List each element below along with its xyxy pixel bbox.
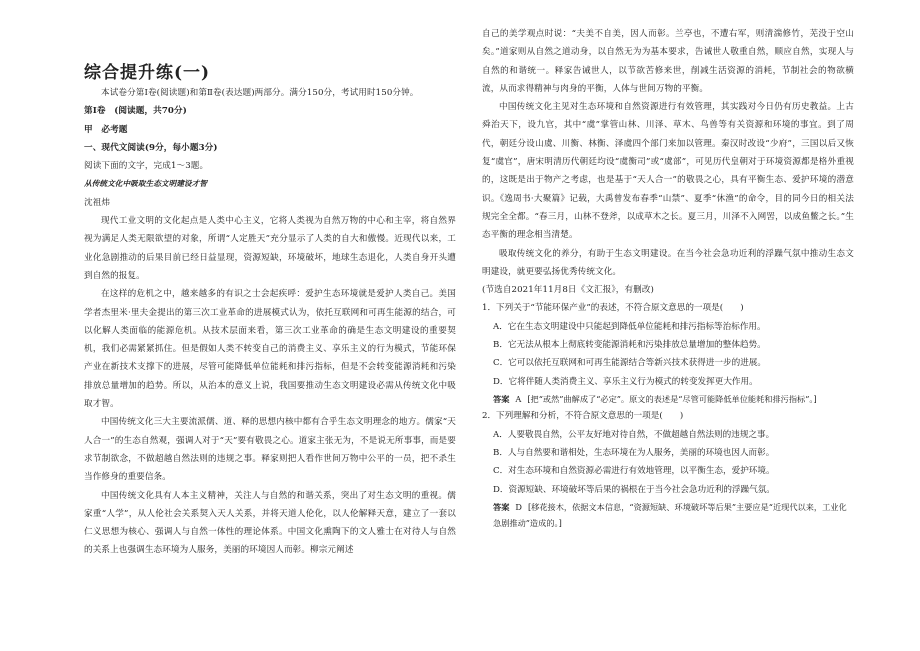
- volume-heading: 第Ⅰ卷 (阅读题，共70分): [84, 106, 187, 117]
- answer-explanation: [把“或然”曲解成了“必定”。原文的表述是“尽管可能降低单位能耗和排污指标”。]: [527, 393, 817, 404]
- answer-choice: A: [515, 393, 522, 404]
- question-1-stem: 1．下列关于“节能环保产业”的表述，不符合原文意思的一项是( ): [482, 303, 744, 314]
- article-paragraph-5: 中国传统文化主见对生态环境和自然资源进行有效管理，其实践对今日仍有历史教益。上古舜治天下，设九官，其中“虞”掌管山林、川泽、草木、鸟兽等有关资源和环境的事宜。到了周代，朝廷分设山虞、川衡、林衡、泽虞四个部门来加以管理。秦汉时改设“少府”，三国以后又恢复“虞官”，唐宋明清历代朝廷均设“虞衡司”或“虞部”，可见历代皇朝对于环境资源都是格外重视的，这既是出于物产之考虑，也是基于“天人合一”的敬畏之心，具有平衡生态、爱护环境的潜意识。《逸周书·大聚篇》记载，大禹曾发布春季“山禁”、夏季“休渔”的命令，目的同今日的相关法规完全全都。“春三月，山林不登斧，以成草木之长。夏三月，川泽不入网罟，以成鱼鳖之长。”生态平衡的理念相当清楚。: [482, 102, 854, 241]
- question-2-option-a: A．人要敬畏自然，公平友好地对待自然，不做超越自然法则的违规之事。: [493, 429, 775, 440]
- article-paragraph-3: 中国传统文化三大主要流派儒、道、释的思想内核中都有合乎生态文明理念的地方。儒家“天人合一”的生态自然观，强调人对于“天”要有敬畏之心。道家主张无为，不是说无所事事，而是要求节制欲念，不做超越自然法则的违规之事。释家则把人看作世间万物中公平的一员，把不杀生当作修身的重要信条。: [84, 417, 456, 483]
- article-source: (节选自2021年11月8日《文汇报》，有删改): [482, 285, 654, 296]
- section-heading-1: 一、现代文阅读(9分，每小题3分): [84, 142, 218, 153]
- exam-intro: 本试卷分第Ⅰ卷(阅读题)和第Ⅱ卷(表达题)两部分。满分150分，考试用时150分钟。: [101, 88, 419, 98]
- article-paragraph-2: 在这样的危机之中，越来越多的有识之士会起疾呼：爱护生态环境就是爱护人类自己。美国学者杰里米·里夫金提出的第三次工业革命的进展模式认为，依托互联网和可再生能源的结合，可以化解人类面临的能源危机。从技术层面来看，第三次工业革命的确是生态文明建设的重要契机，我们必需紧紧抓住。但是假如人类不转变自己的消费主义、享乐主义的行为模式，节能环保产业在新技术支撑下的进展，尽管可能降低单位能耗和排污指标，但是不会转变能源消耗和污染排放总量增加的趋势。所以，从治本的意义上说，我国要推动生态文明建设必需从传统文化中吸取才智。: [84, 289, 456, 410]
- question-1-option-a: A．它在生态文明建设中只能起到降低单位能耗和排污指标等治标作用。: [493, 321, 766, 332]
- answer-explanation: [移花接木，依据文本信息，“资源短缺、环境破坏等后果”主要应是“近现代以来，工业化急剧推动”造成的。]: [493, 501, 847, 529]
- answer-label: 答案: [493, 393, 510, 404]
- reading-instruction: 阅读下面的文字，完成1～3题。: [84, 161, 209, 172]
- section-heading-a: 甲 必考题: [84, 124, 128, 135]
- question-2-option-b: B．人与自然要和谐相处，生态环境在为人服务，美丽的环境也因人而彰。: [493, 448, 775, 459]
- question-1-answer: [482, 391, 854, 408]
- question-1-option-d: D．它将伴随人类消费主义、享乐主义行为模式的转变发挥更大作用。: [493, 376, 758, 387]
- question-2-answer: [482, 499, 854, 532]
- question-1-option-c: C．它可以依托互联网和可再生能源结合等新兴技术获得进一步的进展。: [493, 358, 766, 369]
- answer-choice: D: [515, 501, 522, 512]
- article-author: 沈祖炜: [84, 197, 111, 208]
- article-paragraph-4-continued: 自己的美学观点时说：“夫美不自美，因人而彰。兰亭也，不遭右军，则清湍修竹，芜没于空山矣。”道家则从自然之道动身，以自然无为为基本要求，告诫世人敬重自然，顺应自然，实现人与自然的和谐统一。释家告诫世人，以节欲苦修来世，削减生活资源的消耗，节制社会的物欲横流，从而求得精神与肉身的平衡，人体与世间万物的平衡。: [482, 29, 854, 94]
- article-paragraph-6: 吸取传统文化的养分，有助于生态文明建设。在当今社会急功近利的浮躁气氛中推动生态文明建设，就更要弘扬优秀传统文化。: [482, 248, 854, 277]
- question-2-option-d: D．资源短缺、环境破坏等后果的祸根在于当今社会急功近利的浮躁气氛。: [493, 484, 775, 495]
- article-paragraph-4: 中国传统文化具有人本主义精神，关注人与自然的和谐关系，突出了对生态文明的重视。儒家重“人学”，从人伦社会关系契入天人关系，并将天道人伦化，以人伦解释天意，建立了一套以仁义思想为核心、强调人与自然一体性的理论体系。中国文化熏陶下的文人雅士在对待人与自然的关系上也强调生态环境为人服务，美丽的环境因人而彰。柳宗元阐述: [84, 490, 456, 556]
- question-1-option-b: B．它无法从根本上彻底转变能源消耗和污染排放总量增加的整体趋势。: [493, 340, 766, 351]
- question-2-stem: 2．下列理解和分析，不符合原文意思的一项是( ): [482, 411, 684, 422]
- answer-label: 答案: [493, 501, 510, 512]
- question-2-option-c: C．对生态环境和自然资源必需进行有效地管理，以平衡生态，爱护环境。: [493, 466, 775, 477]
- right-column: [482, 25, 854, 532]
- article-paragraph-1: 现代工业文明的文化起点是人类中心主义，它将人类视为自然万物的中心和主宰，将自然界视为满足人类无限欲望的对象，所谓“人定胜天”充分显示了人类的自大和傲慢。近现代以来，工业化急剧推动的后果目前已经日益显现，资源短缺，环境破坏，地球生态退化，人类自身开头遭到自然的报复。: [84, 216, 456, 281]
- left-column: [84, 84, 456, 560]
- article-title: 从传统文化中吸取生态文明建设才智: [84, 179, 208, 189]
- page-title: 综合提升练(一): [84, 63, 211, 83]
